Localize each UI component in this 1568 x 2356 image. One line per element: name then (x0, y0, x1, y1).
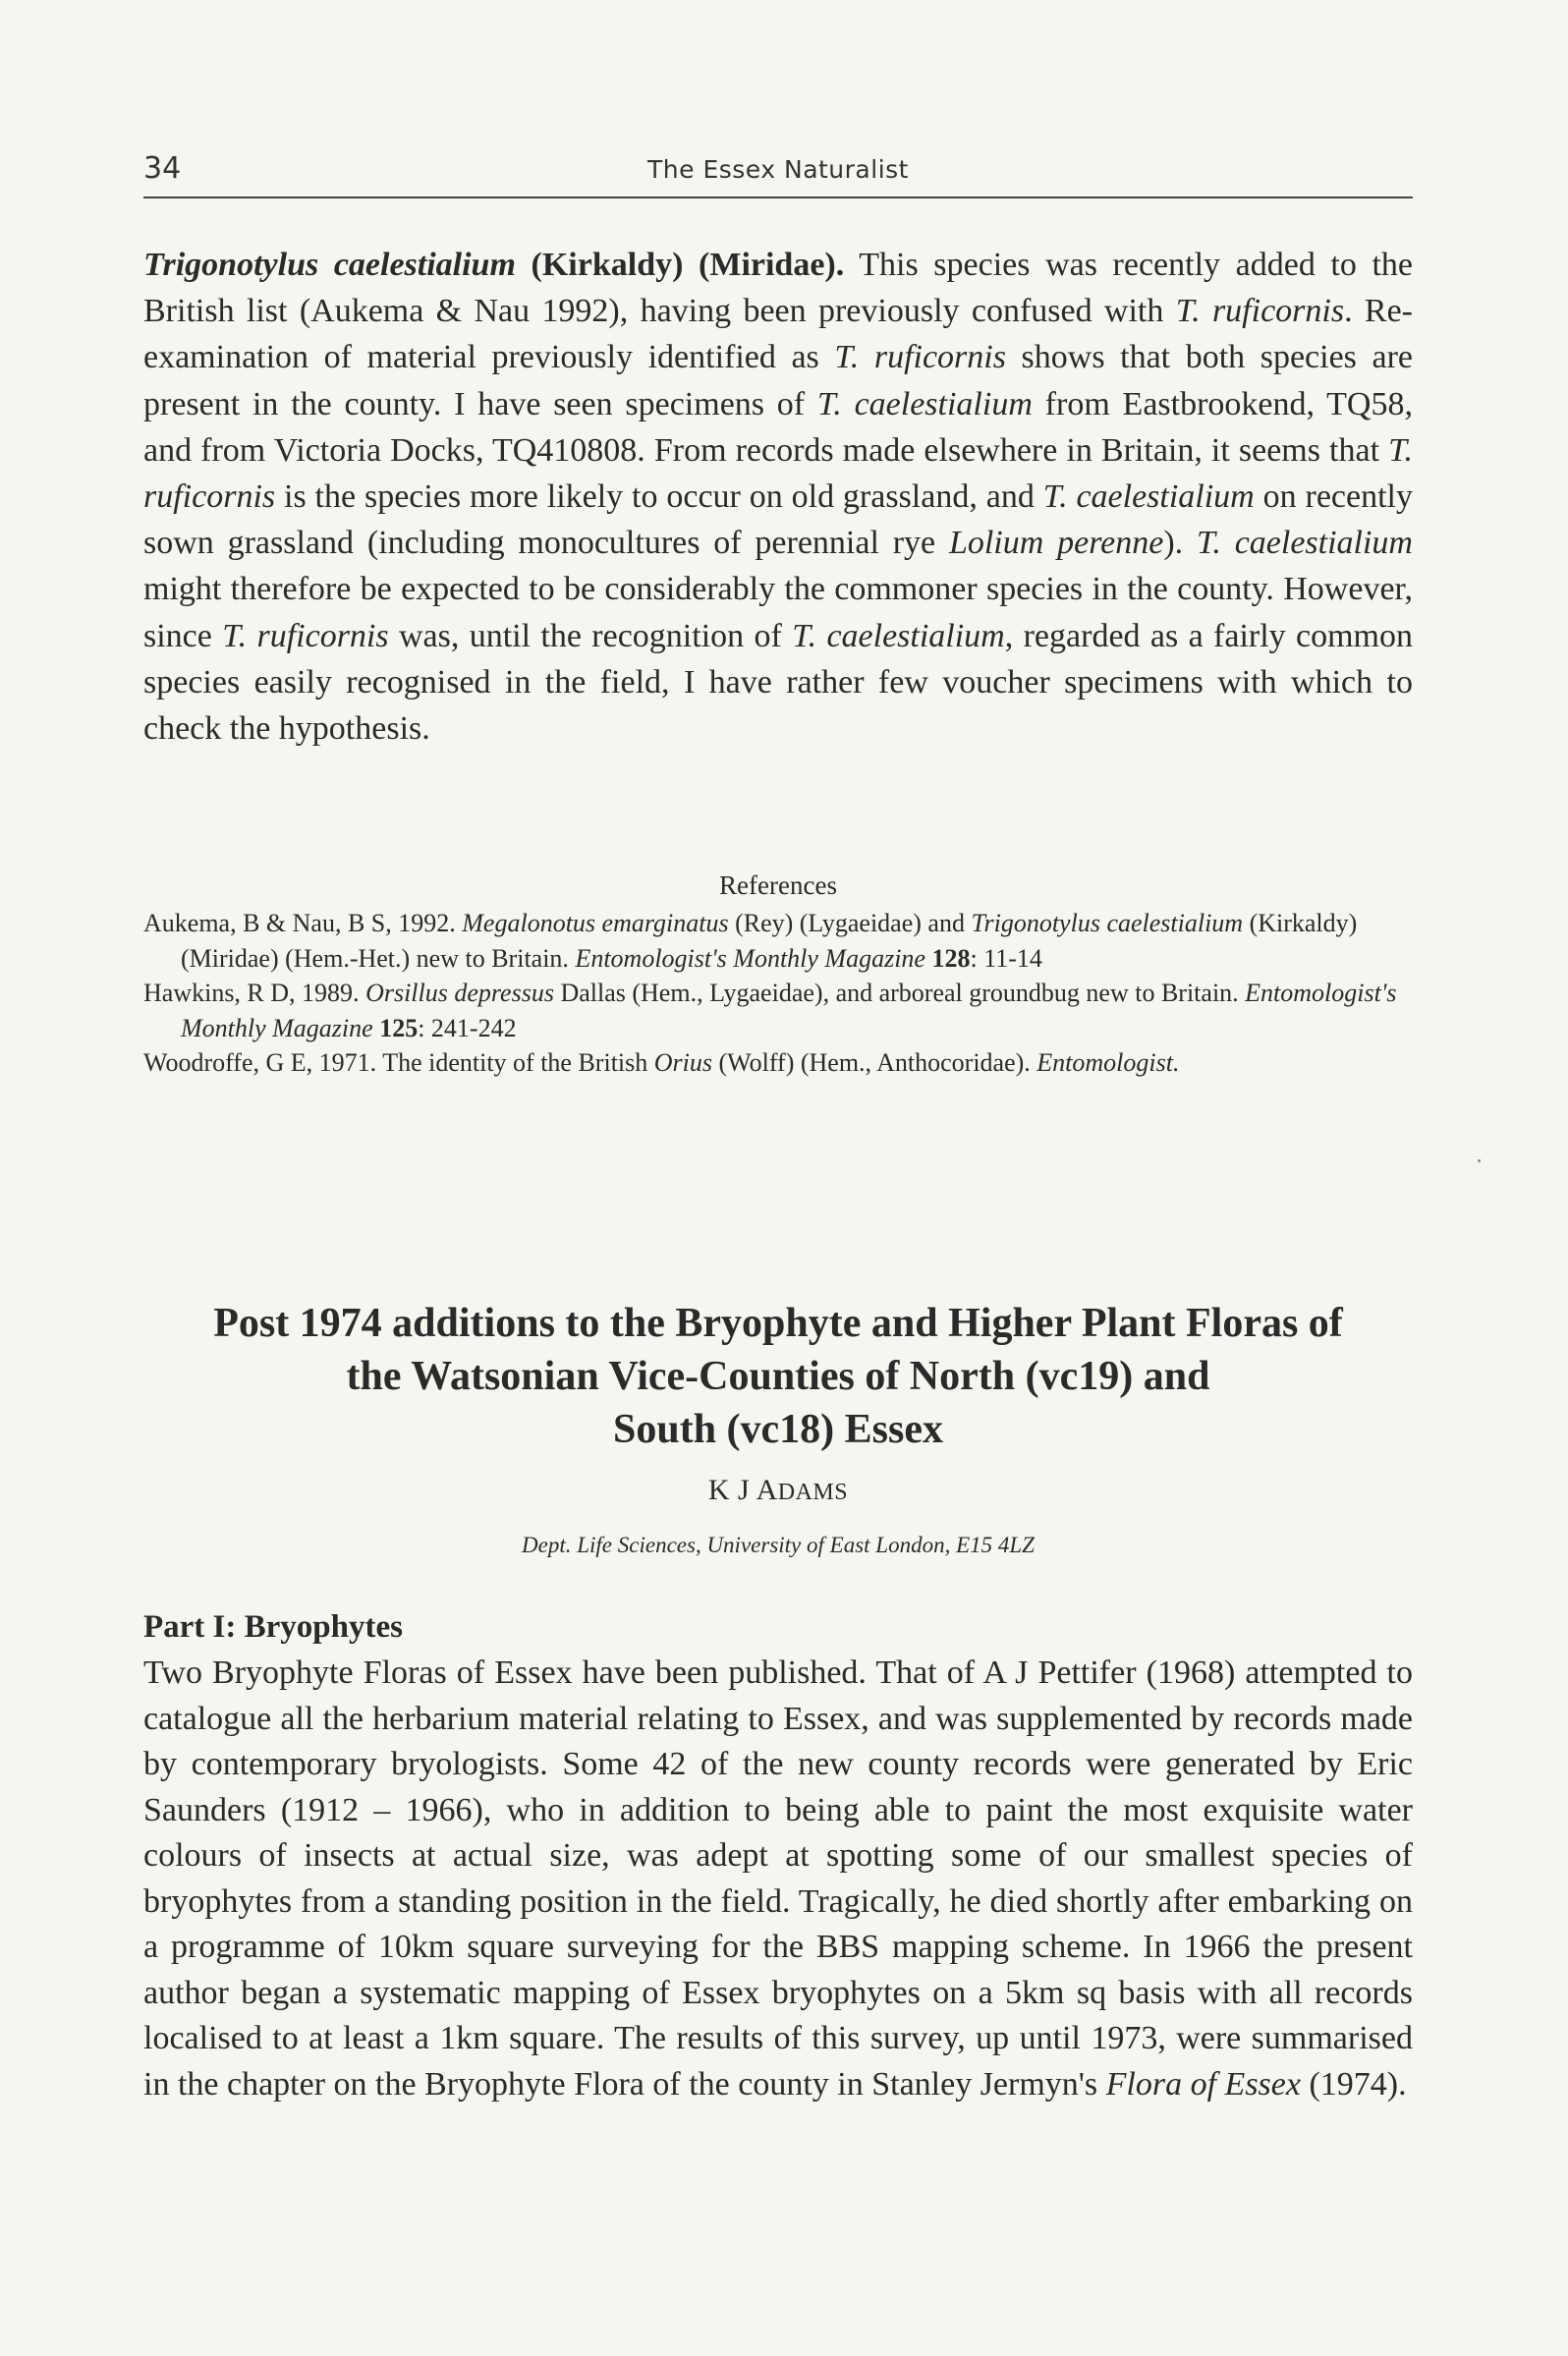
italic-run: Lolium perenne (948, 525, 1164, 562)
scan-speck (1478, 1159, 1481, 1162)
text-run: is the species more likely to occur on old grassland, and (275, 478, 1043, 516)
italic-run: T. ruficornis (834, 339, 1006, 376)
reference-item (143, 976, 1413, 1045)
text-run: : 11-14 (970, 943, 1042, 973)
volume: 125 (379, 1013, 419, 1042)
italic-run: Flora of Essex (1105, 2065, 1301, 2103)
references-list (143, 906, 1413, 1081)
text-run: was, until the recognition of (388, 617, 793, 654)
text-run: (Kirkaldy) (Miridae) (Hem.-Het.) new to Britain. (181, 909, 1358, 973)
running-head (143, 147, 1413, 198)
italic-run: T. caelestialium (1042, 478, 1255, 516)
text-run: shows that both species are present in the county. I have seen specimens of (143, 339, 1413, 422)
text-run: . Re-examination of material previously identified as (143, 293, 1414, 376)
text-run: from Eastbrookend, TQ58, and from Victoria Docks, TQ410808. From records made elsewhere in Britain, it seems that (143, 385, 1413, 469)
page-number: 34 (143, 151, 182, 186)
author-name (143, 1474, 1413, 1507)
italic-run: T. caelestialium (792, 617, 1005, 654)
text-run: : 241-242 (418, 1013, 517, 1042)
text-run: (1974). (1300, 2065, 1407, 2103)
text-run: Dallas (Hem., Lygaeidae), and arboreal groundbug new to Britain. (553, 979, 1246, 1007)
article-title (143, 1297, 1413, 1456)
italic-run: Megalonotus emarginatus (462, 909, 729, 937)
journal-title: The Essex Naturalist (647, 155, 909, 184)
references-heading: References (719, 870, 837, 900)
section-heading: Part I: Bryophytes (143, 1609, 403, 1645)
text-run: on recently sown grassland (including monocultures of perennial rye (143, 478, 1413, 562)
italic-run: Entomologist. (1036, 1048, 1180, 1077)
author-initials: K J A (707, 1474, 778, 1506)
species-name: Trigonotylus caelestialium (143, 247, 516, 283)
volume: 128 (931, 943, 971, 973)
title-line: South (vc18) Essex (612, 1407, 944, 1452)
text-run: Two Bryophyte Floras of Essex have been published. That of A J Pettifer (1968) attempted to catalogue all the herbarium material relating to Essex, and was supplemented by records made by contemporary bryologists. Some 42 of the new county records were generated by Eric Saunders (1912 – 1966), who in addition to being able to paint the most exquisite water colours of insects at actual size, was adept at spotting some of our smallest species of bryophytes from a standing position in the field. Tragically, he died shortly after embarking on a programme of 10km square surveying for the BBS mapping scheme. In 1966 the present author began a systematic mapping of Essex bryophytes on a 5km sq basis with all records localised to at least a 1km square. The results of this survey, up until 1973, were summarised in the chapter on the Bryophyte Flora of the county in Stanley Jermyn's (143, 1655, 1413, 2103)
text-run: ). (1163, 525, 1197, 562)
italic-run: Entomologist's Monthly Magazine (575, 943, 925, 973)
text-run: (Wolff) (Hem., Anthocoridae). (712, 1048, 1037, 1077)
italic-run: Orius (653, 1048, 713, 1077)
italic-run: Entomologist's Monthly Magazine (181, 979, 1397, 1042)
text-run: Woodroffe, G E, 1971. The identity of the British (143, 1048, 654, 1077)
italic-run: T. ruficornis (222, 617, 389, 654)
text-run: Aukema, B & Nau, B S, 1992. (143, 909, 463, 937)
italic-run: Orsillus depressus (365, 979, 554, 1007)
text-run: This species was recently added to the British list (Aukema & Nau 1992), having been previously confused with (143, 247, 1414, 330)
italic-run: T. caelestialium (816, 385, 1033, 422)
species-note-paragraph (143, 242, 1413, 752)
text-run: (Rey) (Lygaeidae) and (728, 909, 972, 937)
text-run: , regarded as a fairly common species easily recognised in the field, I have rather few voucher specimens with which to check the hypothesis. (143, 617, 1413, 748)
author-surname: DAMS (777, 1480, 849, 1505)
italic-run: T. caelestialium (1197, 525, 1413, 562)
text-run: Hawkins, R D, 1989. (143, 979, 366, 1007)
title-line: the Watsonian Vice-Counties of North (vc19) and (346, 1354, 1210, 1399)
reference-item (143, 1045, 1413, 1081)
italic-run: T. ruficornis (143, 431, 1413, 516)
title-line: Post 1974 additions to the Bryophyte and Higher Plant Floras of (213, 1301, 1343, 1346)
bryophytes-paragraph (143, 1651, 1413, 2107)
text-run: might therefore be expected to be considerably the commoner species in the county. However, since (143, 571, 1413, 654)
italic-run: Trigonotylus caelestialium (971, 909, 1244, 937)
species-authority: (Kirkaldy) (Miridae). (531, 247, 845, 283)
reference-item (143, 906, 1413, 976)
author-affiliation: Dept. Life Sciences, University of East London, E15 4LZ (522, 1533, 1035, 1557)
italic-run: T. ruficornis (1175, 293, 1345, 330)
